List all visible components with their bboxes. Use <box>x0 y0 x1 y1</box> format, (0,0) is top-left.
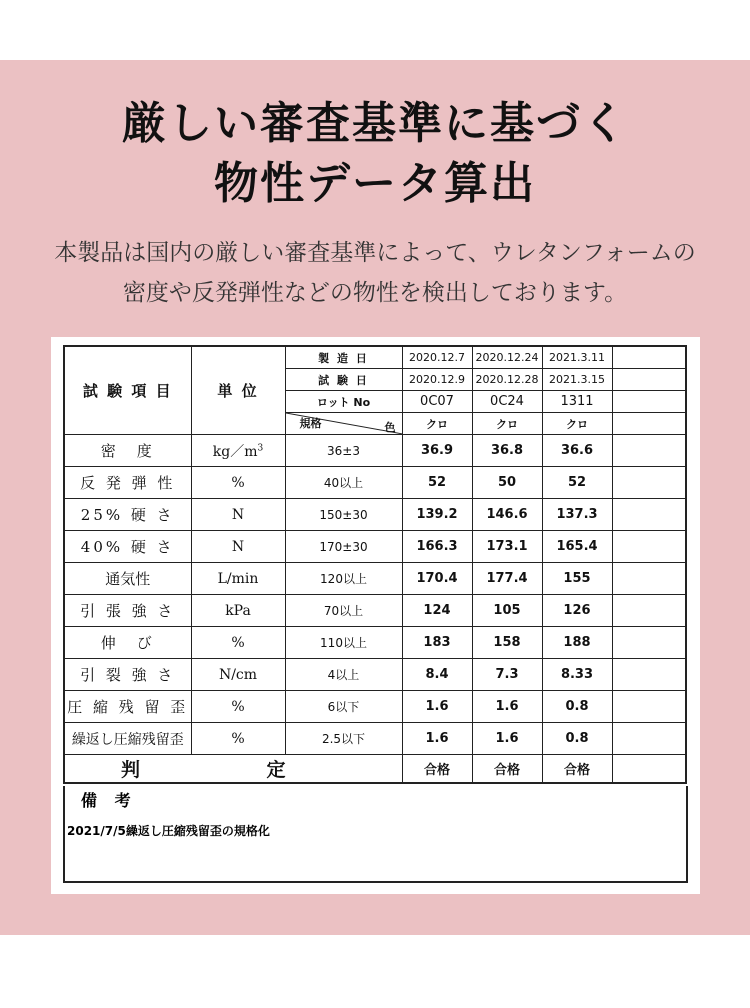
value-cell: 8.4 <box>402 659 472 691</box>
value-cell: 50 <box>472 467 542 499</box>
spec-cell: 36±3 <box>285 435 402 467</box>
value-cell: 183 <box>402 627 472 659</box>
lot-number-cell <box>612 391 686 413</box>
judgement-row <box>64 755 686 784</box>
heading-line-2: 物性データ算出 <box>214 158 536 209</box>
table-row <box>64 659 686 691</box>
notes-title: 備 考 <box>81 791 137 810</box>
value-cell <box>612 435 686 467</box>
lot-number-cell: 0C24 <box>472 391 542 413</box>
value-cell <box>612 531 686 563</box>
item-name: 引 裂 強 さ <box>64 659 191 691</box>
judgement-cell <box>612 755 686 784</box>
manufacture-date-cell: 2021.3.11 <box>542 346 612 369</box>
test-date-cell: 2020.12.28 <box>472 369 542 391</box>
value-cell: 158 <box>472 627 542 659</box>
spec-cell: 150±30 <box>285 499 402 531</box>
value-cell: 177.4 <box>472 563 542 595</box>
value-cell: 36.9 <box>402 435 472 467</box>
value-cell <box>612 691 686 723</box>
description-line-1: 本製品は国内の厳しい審査基準によって、ウレタンフォームの <box>54 240 696 266</box>
item-name: 伸 び <box>64 627 191 659</box>
unit-cell: % <box>191 627 285 659</box>
value-cell: 139.2 <box>402 499 472 531</box>
value-cell <box>612 723 686 755</box>
judgement-label: 判 定 <box>64 755 402 784</box>
value-cell: 188 <box>542 627 612 659</box>
test-date-label: 試 験 日 <box>285 369 402 391</box>
value-cell: 1.6 <box>472 691 542 723</box>
spec-cell: 6以下 <box>285 691 402 723</box>
test-date-cell: 2020.12.9 <box>402 369 472 391</box>
value-cell: 0.8 <box>542 691 612 723</box>
value-cell: 36.8 <box>472 435 542 467</box>
table-row <box>64 531 686 563</box>
value-cell: 155 <box>542 563 612 595</box>
value-cell <box>612 659 686 691</box>
spec-cell: 4以上 <box>285 659 402 691</box>
judgement-cell: 合格 <box>542 755 612 784</box>
color-cell: クロ <box>402 413 472 435</box>
value-cell: 173.1 <box>472 531 542 563</box>
color-cell: クロ <box>472 413 542 435</box>
value-cell: 7.3 <box>472 659 542 691</box>
spec-color-header <box>285 413 402 435</box>
value-cell: 146.6 <box>472 499 542 531</box>
spec-cell: 70以上 <box>285 595 402 627</box>
test-report-sheet <box>51 337 700 894</box>
unit-cell: kPa <box>191 595 285 627</box>
value-cell: 52 <box>402 467 472 499</box>
judgement-cell: 合格 <box>402 755 472 784</box>
spec-cell: 2.5以下 <box>285 723 402 755</box>
unit-header: 単 位 <box>191 346 285 435</box>
unit-cell: N <box>191 531 285 563</box>
notes-text: 2021/7/5繰返し圧縮残留歪の規格化 <box>67 824 270 838</box>
lot-number-cell: 1311 <box>542 391 612 413</box>
unit-cell: $kg/m^3$ <box>191 435 285 467</box>
item-name: 繰返し圧縮残留歪 <box>64 723 191 755</box>
heading-line-1: 厳しい審査基準に基づく <box>122 98 628 149</box>
judgement-cell: 合格 <box>472 755 542 784</box>
value-cell: 105 <box>472 595 542 627</box>
value-cell: 1.6 <box>402 723 472 755</box>
lot-number-label: ロット No <box>285 391 402 413</box>
value-cell: 166.3 <box>402 531 472 563</box>
color-header-label: 色 <box>384 421 396 434</box>
table-row <box>64 723 686 755</box>
value-cell <box>612 627 686 659</box>
value-cell: 1.6 <box>402 691 472 723</box>
value-cell <box>612 595 686 627</box>
value-cell: 126 <box>542 595 612 627</box>
value-cell: 8.33 <box>542 659 612 691</box>
manufacture-date-cell: 2020.12.7 <box>402 346 472 369</box>
value-cell: 170.4 <box>402 563 472 595</box>
spec-header-label: 規格 <box>299 417 322 430</box>
table-row <box>64 499 686 531</box>
lot-number-cell: 0C07 <box>402 391 472 413</box>
item-name: 密 度 <box>64 435 191 467</box>
value-cell: 0.8 <box>542 723 612 755</box>
item-name: 通気性 <box>64 563 191 595</box>
manufacture-date-label: 製 造 日 <box>285 346 402 369</box>
value-cell: 52 <box>542 467 612 499</box>
item-name: 反 発 弾 性 <box>64 467 191 499</box>
test-date-cell: 2021.3.15 <box>542 369 612 391</box>
manufacture-date-cell <box>612 346 686 369</box>
description-line-2: 密度や反発弾性などの物性を検出しております。 <box>122 280 628 306</box>
value-cell: 36.6 <box>542 435 612 467</box>
unit-cell: % <box>191 691 285 723</box>
spec-cell: 40以上 <box>285 467 402 499</box>
manufacture-date-cell: 2020.12.24 <box>472 346 542 369</box>
value-cell: 165.4 <box>542 531 612 563</box>
value-cell <box>612 467 686 499</box>
item-name: 25% 硬 さ <box>64 499 191 531</box>
properties-table <box>63 345 687 784</box>
value-cell: 137.3 <box>542 499 612 531</box>
unit-cell: N/cm <box>191 659 285 691</box>
unit-cell: % <box>191 467 285 499</box>
spec-cell: 170±30 <box>285 531 402 563</box>
table-row <box>64 435 686 467</box>
value-cell <box>612 499 686 531</box>
color-cell: クロ <box>542 413 612 435</box>
table-row <box>64 467 686 499</box>
table-row <box>64 563 686 595</box>
unit-cell: L/min <box>191 563 285 595</box>
item-name: 圧 縮 残 留 歪 <box>64 691 191 723</box>
value-cell: 124 <box>402 595 472 627</box>
manufacture-date-row <box>64 346 686 369</box>
value-cell: 1.6 <box>472 723 542 755</box>
spec-cell: 120以上 <box>285 563 402 595</box>
item-name: 引 張 強 さ <box>64 595 191 627</box>
item-name: 40% 硬 さ <box>64 531 191 563</box>
unit-cell: % <box>191 723 285 755</box>
table-row <box>64 691 686 723</box>
table-row <box>64 595 686 627</box>
notes-box <box>63 786 688 883</box>
test-date-cell <box>612 369 686 391</box>
item-header: 試 験 項 目 <box>64 346 191 435</box>
spec-cell: 110以上 <box>285 627 402 659</box>
table-row <box>64 627 686 659</box>
unit-cell: N <box>191 499 285 531</box>
value-cell <box>612 563 686 595</box>
color-cell <box>612 413 686 435</box>
